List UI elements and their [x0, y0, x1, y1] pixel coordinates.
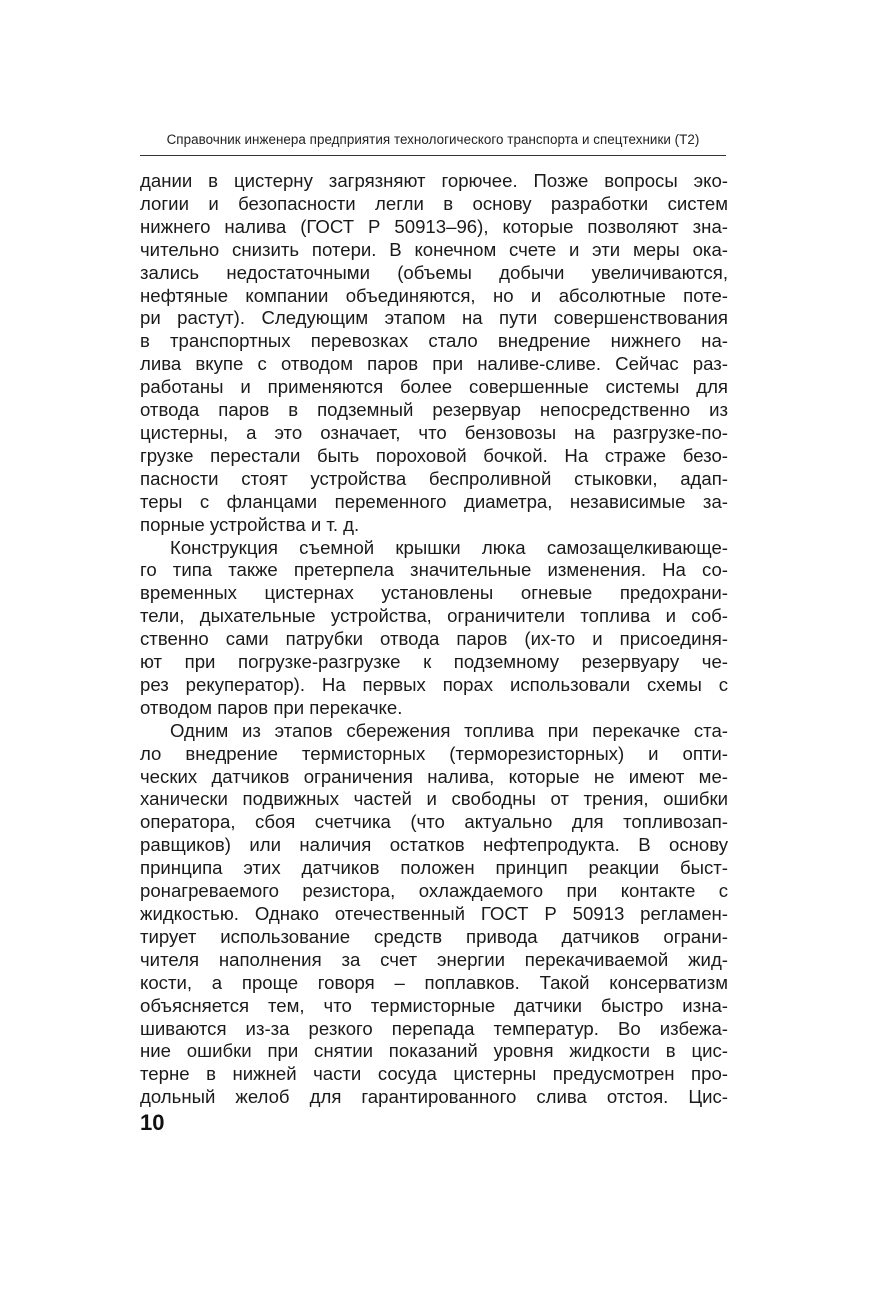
text-line: чительно снизить потери. В конечном счете и эти меры ока-	[140, 238, 728, 260]
text-line: жидкостью. Однако отечественный ГОСТ Р 50913 регламен-	[140, 903, 728, 924]
text-line: терне в нижней части сосуда цистерны предусмотрен про-	[140, 1063, 728, 1085]
paragraph	[140, 170, 728, 537]
text-line: теры с фланцами переменного диаметра, независимые за-	[140, 490, 728, 512]
text-line: отвода паров в подземный резервуар непосредственно из	[140, 399, 728, 421]
text-line: ло внедрение термисторных (терморезисторных) и опти-	[140, 742, 728, 764]
text-line: оператора, сбоя счетчика (что актуально для топливозап-	[140, 811, 728, 833]
text-line: кости, а проще говоря – поплавков. Такой консерватизм	[140, 971, 728, 993]
page-number: 10	[140, 1110, 165, 1135]
text-line: ри растут). Следующим этапом на пути совершенствования	[140, 307, 728, 329]
text-line: ственно сами патрубки отвода паров (их-то и присоединя-	[140, 628, 728, 650]
text-line: ют при погрузке-разгрузке к подземному резервуару че-	[140, 651, 728, 673]
header-rule	[140, 155, 726, 156]
text-line: шиваются из-за резкого перепада температур. Во избежа-	[140, 1017, 728, 1039]
body-text	[140, 170, 728, 1109]
text-line: рез рекуператор). На первых порах использовали схемы с	[140, 673, 728, 695]
text-line: временных цистернах установлены огневые предохрани-	[140, 582, 728, 604]
text-line: равщиков) или наличия остатков нефтепродукта. В основу	[140, 834, 728, 856]
text-line: ческих датчиков ограничения налива, которые не имеют ме-	[140, 765, 728, 787]
text-line: Одним из этапов сбережения топлива при перекачке ста-	[170, 719, 728, 741]
text-line: ронагреваемого резистора, охлаждаемого при контакте с	[140, 880, 728, 902]
text-line: лива вкупе с отводом паров при наливе-сливе. Сейчас раз-	[140, 353, 728, 375]
paragraph	[140, 720, 728, 1109]
text-line: ханически подвижных частей и свободны от трения, ошибки	[140, 788, 728, 810]
paragraph	[140, 537, 728, 720]
text-line: нижнего налива (ГОСТ Р 50913–96), которые позволяют зна-	[140, 215, 728, 237]
text-line: дании в цистерну загрязняют горючее. Позже вопросы эко-	[140, 170, 728, 191]
text-line: нефтяные компании объединяются, но и абсолютные поте-	[140, 284, 728, 306]
text-line: ние ошибки при снятии показаний уровня жидкости в цис-	[140, 1040, 728, 1062]
text-line: Конструкция съемной крышки люка самозащелкивающе-	[170, 536, 728, 558]
text-line: чителя наполнения за счет энергии перекачиваемой жид-	[140, 948, 728, 970]
text-line: зались недостаточными (объемы добычи увеличиваются,	[140, 261, 728, 283]
text-line: тели, дыхательные устройства, ограничители топлива и соб-	[140, 605, 728, 627]
text-line: объясняется тем, что термисторные датчики быстро изна-	[140, 994, 728, 1016]
text-line: принципа этих датчиков положен принцип реакции быст-	[140, 857, 728, 879]
text-line: порные устройства и т. д.	[140, 513, 360, 535]
text-line: логии и безопасности легли в основу разработки систем	[140, 192, 728, 214]
text-line: дольный желоб для гарантированного слива отстоя. Цис-	[140, 1086, 728, 1108]
text-line: работаны и применяются более совершенные системы для	[140, 376, 728, 398]
text-line: го типа также претерпела значительные изменения. На со-	[140, 559, 728, 581]
text-line: цистерны, а это означает, что бензовозы на разгрузке-по-	[140, 421, 728, 443]
text-line: грузке перестали быть пороховой бочкой. На страже безо-	[140, 444, 728, 466]
text-line: пасности стоят устройства беспроливной стыковки, адап-	[140, 467, 728, 489]
running-head: Справочник инженера предприятия технологического транспорта и спецтехники (Т2)	[166, 132, 700, 147]
text-line: отводом паров при перекачке.	[140, 696, 403, 718]
text-line: тирует использование средств привода датчиков ограни-	[140, 925, 728, 947]
text-line: в транспортных перевозках стало внедрение нижнего на-	[140, 330, 728, 352]
